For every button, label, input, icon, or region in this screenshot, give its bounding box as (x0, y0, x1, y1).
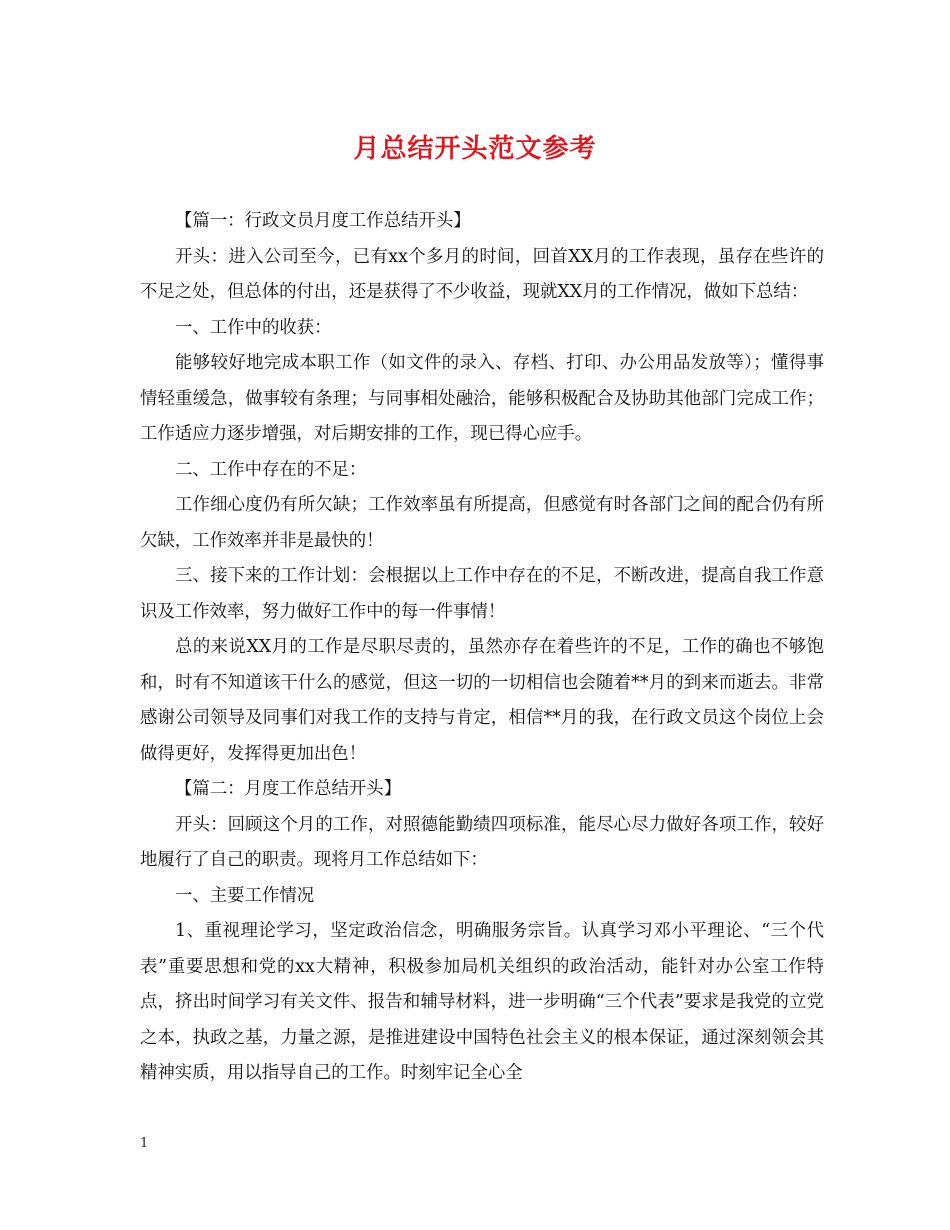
paragraph: 工作细心度仍有所欠缺；工作效率虽有所提高，但感觉有时各部门之间的配合仍有所欠缺，工作效率并非是最快的！ (140, 495, 824, 551)
paragraph: 开头：进入公司至今，已有xx个多月的时间，回首XX月的工作表现，虽存在些许的不足之处，但总体的付出，还是获得了不少收益，现就XX月的工作情况，做如下总结： (140, 246, 824, 302)
page-number: 1 (140, 1136, 149, 1151)
document-title: 月总结开头范文参考 (353, 134, 597, 164)
subheading: 二、工作中存在的不足： (175, 459, 367, 480)
document-body (140, 204, 824, 1092)
paragraph: 开头：回顾这个月的工作，对照德能勤绩四项标准，能尽心尽力做好各项工作，较好地履行了自己的职责。现将月工作总结如下： (140, 814, 824, 870)
subheading: 一、工作中的收获： (175, 317, 332, 338)
paragraph: 总的来说XX月的工作是尽职尽责的，虽然亦存在着些许的不足，工作的确也不够饱和，时有不知道该干什么的感觉，但这一切的一切相信也会随着**月的到来而逝去。非常感谢公司领导及同事们对我工作的支持与肯定，相信**月的我，在行政文员这个岗位上会做得更好，发挥得更加出色！ (140, 637, 824, 764)
paragraph: 三、接下来的工作计划：会根据以上工作中存在的不足，不断改进，提高自我工作意识及工作效率，努力做好工作中的每一件事情！ (140, 566, 824, 622)
section-heading-1: 【篇一：行政文员月度工作总结开头】 (175, 211, 471, 231)
paragraph: 能够较好地完成本职工作（如文件的录入、存档、打印、办公用品发放等）；懂得事情轻重缓急，做事较有条理；与同事相处融洽，能够积极配合及协助其他部门完成工作；工作适应力逐步增强，对后期安排的工作，现已得心应手。 (140, 353, 824, 444)
section-heading-2: 【篇二：月度工作总结开头】 (175, 779, 402, 799)
subheading: 一、主要工作情况 (175, 885, 315, 906)
paragraph: 1、重视理论学习，坚定政治信念，明确服务宗旨。认真学习邓小平理论、“三个代表”重要思想和党的xx大精神，积极参加局机关组织的政治活动，能针对办公室工作特点，挤出时间学习有关文件、报告和辅导材料，进一步明确“三个代表”要求是我党的立党之本，执政之基，力量之源，是推进建设中国特色社会主义的根本保证，通过深刻领会其精神实质，用以指导自己的工作。时刻牢记全心全 (140, 921, 824, 1083)
